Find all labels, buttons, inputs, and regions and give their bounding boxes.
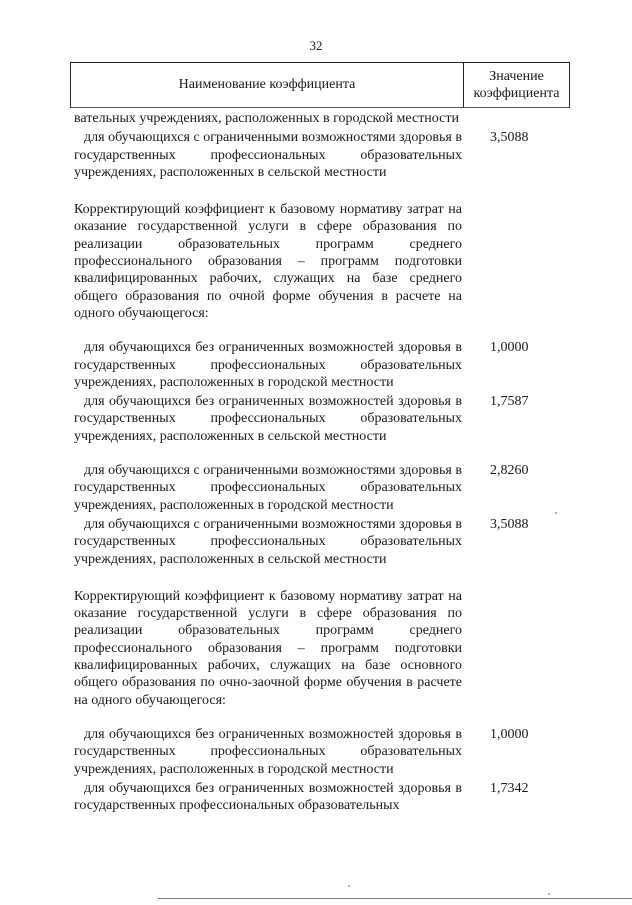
scan-speck [548, 893, 550, 895]
row-text: для обучающихся с ограниченными возможностями здоровья в государственных профессиональных образовательных учреждениях, расположенных в сельской местности [74, 130, 462, 180]
row-value: 3,5088 [490, 130, 529, 146]
scan-speck [348, 885, 350, 887]
column-header-value [464, 63, 569, 107]
row-value: 2,8260 [490, 463, 529, 479]
table-row [74, 726, 564, 778]
row-value: 1,0000 [490, 726, 529, 742]
table-row [74, 780, 564, 815]
row-text: для обучающихся с ограниченными возможностями здоровья в государственных профессиональных образовательных учреждениях, расположенных в сельской местности [74, 516, 462, 567]
row-text: для обучающихся с ограниченными возможностями здоровья в государственных профессиональных образовательных учреждениях, расположенных в городской местности [74, 463, 462, 513]
column-header-value-line1: Значение [489, 69, 544, 84]
coefficient-table-body [74, 110, 564, 814]
row-text: для обучающихся без ограниченных возможностей здоровья в государственных профессиональных образовательных учреждениях, расположенных в сельской местности [74, 394, 462, 444]
section-heading-text: Корректирующий коэффициент к базовому нормативу затрат на оказание государственной услуги в сфере образования по реализации образовательных программ среднего профессионального образования – программ подготовки квалифицированных рабочих, служащих на базе среднего общего образования по очной форме обучения в расчете на одного обучающегося: [74, 202, 462, 321]
table-row [74, 516, 564, 568]
row-text: для обучающихся без ограниченных возможностей здоровья в государственных профессиональных образовательных учреждениях, расположенных в городской местности [74, 726, 462, 777]
row-text: вательных учреждениях, расположенных в городской местности [74, 111, 459, 126]
table-row [74, 201, 564, 322]
table-row [74, 393, 564, 445]
row-value: 1,7342 [490, 780, 529, 796]
table-row [74, 110, 564, 127]
table-header [70, 62, 570, 108]
row-value: 1,7587 [490, 394, 529, 410]
page-number: 32 [309, 38, 323, 53]
page-bottom-rule [158, 898, 632, 899]
table-row [74, 129, 564, 181]
table-row [74, 462, 564, 514]
section-heading-text: Корректирующий коэффициент к базовому нормативу затрат на оказание государственной услуги в сфере образования по реализации образовательных программ среднего профессионального образования – программ подготовки квалифицированных рабочих, служащих на базе основного общего образования по очно-заочной форме обучения в расчете на одного обучающегося: [74, 588, 462, 708]
table-row [74, 339, 564, 391]
row-text: для обучающихся без ограниченных возможностей здоровья в государственных профессиональных образовательных [74, 780, 462, 814]
row-value: 1,0000 [490, 340, 529, 356]
scan-speck [555, 512, 557, 514]
column-header-name: Наименование коэффициента [71, 63, 464, 107]
row-value: 3,5088 [490, 516, 529, 532]
table-row [74, 588, 564, 709]
row-text: для обучающихся без ограниченных возможностей здоровья в государственных профессиональных образовательных учреждениях, расположенных в городской местности [74, 340, 462, 390]
column-header-value-line2: коэффициента [473, 86, 560, 101]
